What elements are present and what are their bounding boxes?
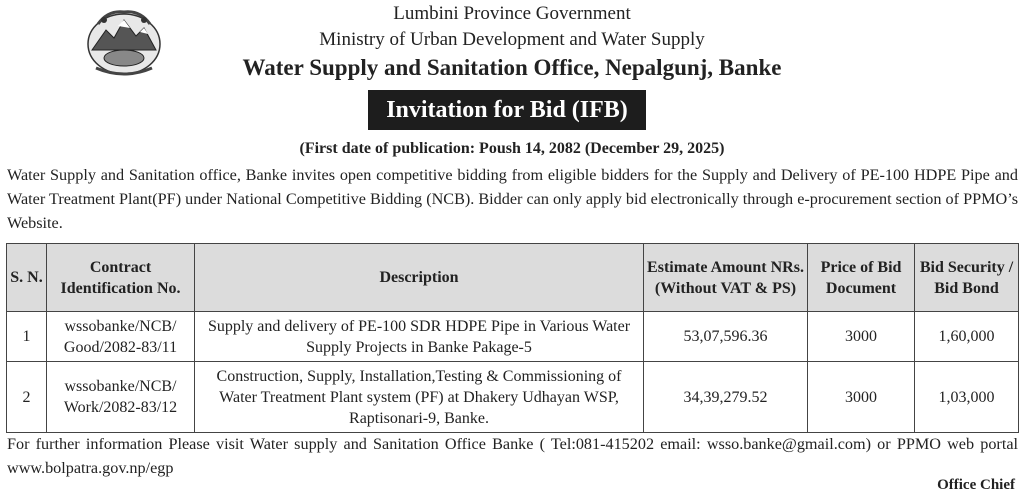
col-header-description: Description	[195, 244, 644, 312]
cell-description: Construction, Supply, Installation,Testing & Commissioning of Water Treatment Plant system (PF) at Dhakery Udhayan WSP, Raptisonari-9, Banke.	[195, 362, 644, 433]
intro-paragraph: Water Supply and Sanitation office, Banke invites open competitive bidding from eligible bidders for the Supply and Delivery of PE-100 HDPE Pipe and Water Treatment Plant(PF) under National Competitive Bidding (NCB). Bidder can only apply bid electronically through e-procurement section of PPMO’s Website.	[7, 166, 1018, 232]
contact-info: For further information Please visit Water supply and Sanitation Office Banke ( Tel:081-415202 email: wsso.banke@gmail.com) or PPMO web portal www.bolpatra.gov.np/egp	[7, 435, 1018, 477]
cell-sn: 1	[7, 312, 47, 362]
cell-sn: 2	[7, 362, 47, 433]
col-header-estimate: Estimate Amount NRs. (Without VAT & PS)	[644, 244, 808, 312]
cell-description: Supply and delivery of PE-100 SDR HDPE Pipe in Various Water Supply Projects in Banke Pakage-5	[195, 312, 644, 362]
cell-price: 3000	[808, 362, 915, 433]
cell-security: 1,60,000	[915, 312, 1019, 362]
col-header-contract: Contract Identification No.	[47, 244, 195, 312]
publication-date: (First date of publication: Poush 14, 2082 (December 29, 2025)	[299, 140, 725, 157]
cell-estimate: 53,07,596.36	[644, 312, 808, 362]
col-header-sn: S. N.	[7, 244, 47, 312]
ministry-name: Ministry of Urban Development and Water Supply	[319, 29, 705, 50]
table-header-row	[7, 244, 1019, 312]
table-row	[7, 362, 1019, 433]
col-header-security: Bid Security / Bid Bond	[915, 244, 1019, 312]
notice-title: Invitation for Bid (IFB)	[368, 90, 646, 130]
cell-contract: wssobanke/NCB/ Good/2082-83/11	[47, 312, 195, 362]
table-row	[7, 312, 1019, 362]
office-name: Water Supply and Sanitation Office, Nepalgunj, Banke	[242, 55, 782, 80]
cell-price: 3000	[808, 312, 915, 362]
signoff: Office Chief	[937, 477, 1015, 493]
province-name: Lumbini Province Government	[393, 3, 631, 24]
col-header-price: Price of Bid Document	[808, 244, 915, 312]
bid-table	[6, 243, 1019, 433]
cell-contract: wssobanke/NCB/ Work/2082-83/12	[47, 362, 195, 433]
cell-security: 1,03,000	[915, 362, 1019, 433]
cell-estimate: 34,39,279.52	[644, 362, 808, 433]
